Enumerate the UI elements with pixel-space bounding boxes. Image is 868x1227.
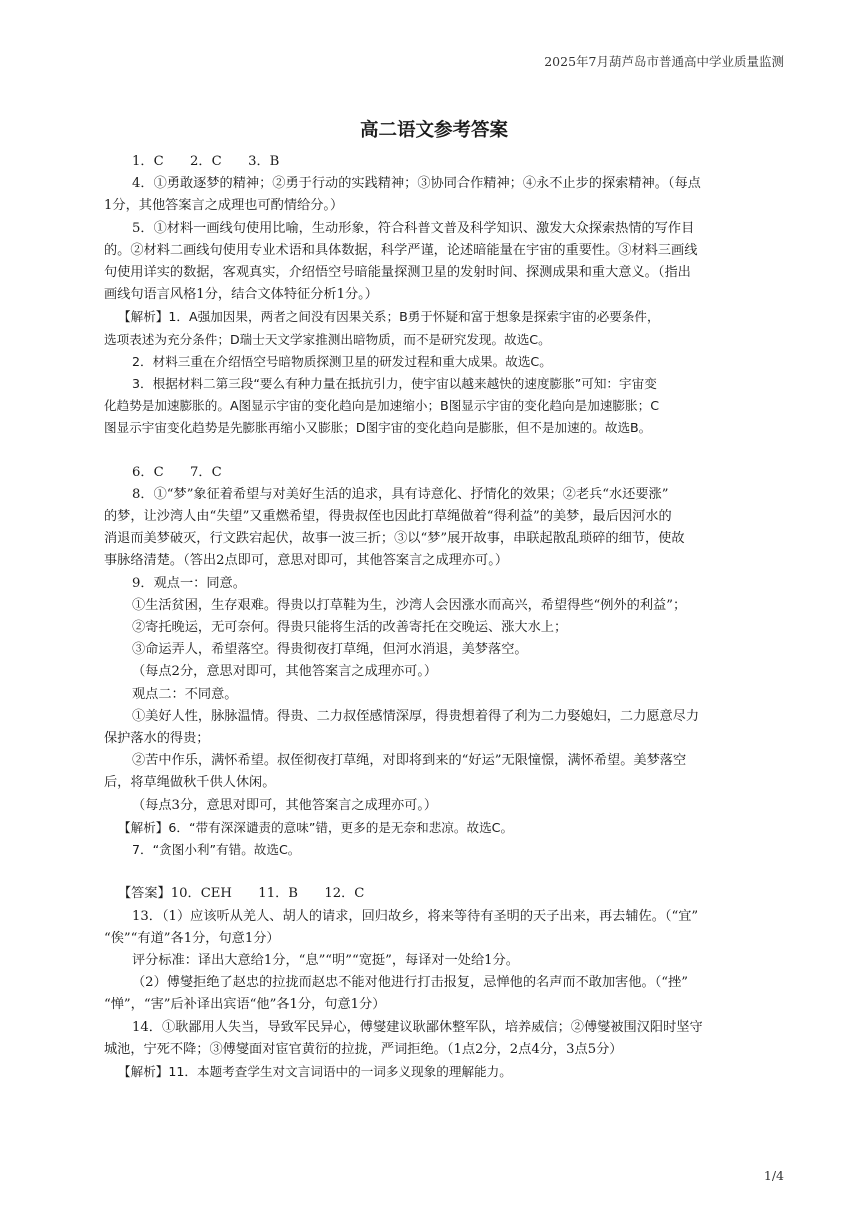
answer-line: 句使用详实的数据，客观真实，介绍悟空号暗能量探测卫星的发射时间、探测成果和重大意义。（指出 [104,265,691,281]
answer-line: 城池，宁死不降；③傅燮面对宦官黄衍的拉拢，严词拒绝。（1点2分，2点4分，3点5分） [104,1041,623,1057]
analysis-line: 选项表述为充分条件；D瑞士天文学家推测出暗物质，而不是研究发现。故选C。 [104,331,551,347]
blank-line [104,861,784,883]
answer-line: “惮”，“害”后补译出宾语“他”各1分，句意1分） [104,997,386,1013]
answer-line: 9．观点一：同意。 [132,575,246,591]
answer-line: 的梦，让沙湾人由“失望”又重燃希望，得贵叔侄也因此打草绳做着“得利益”的美梦，最后因河水的 [104,509,672,525]
analysis-line: 3．根据材料二第三段“要么有种力量在抵抗引力，使宇宙以越来越快的速度膨胀”可知：宇宙变 [132,376,657,392]
answer-line: 【答案】10．CEH 11．B 12．C [118,886,365,902]
analysis-line: 图显示宇宙变化趋势是先膨胀再缩小又膨胀；D图宇宙的变化趋向是膨胀，但不是加速的。故选B。 [104,420,652,436]
answer-line: 消退而美梦破灭，行文跌宕起伏，故事一波三折；③以“梦”展开故事，串联起散乱琐碎的细节，使故 [104,531,685,547]
answer-line: 后，将草绳做秋千供人休闲。 [104,775,276,791]
answer-line: 5．①材料一画线句使用比喻，生动形象，符合科普文普及科学知识、激发大众探索热情的写作目 [132,220,695,236]
answer-line: ②寄托晚运，无可奈何。得贵只能将生活的改善寄托在交晚运、涨大水上； [132,620,568,636]
answer-line: ③命运弄人，希望落空。得贵彻夜打草绳，但河水消退，美梦落空。 [132,642,528,658]
page-number: 1/4 [763,1168,784,1183]
analysis-line: 2．材料三重在介绍悟空号暗物质探测卫星的研发过程和重大成果。故选C。 [132,353,552,369]
answer-line: 1分，其他答案言之成理也可酌情给分。） [104,198,344,214]
answer-line: 评分标准：译出大意给1分，“息”“明”“宽挺”，每译对一处给1分。 [132,952,519,968]
answer-content [104,151,784,1083]
answer-line: 事脉络清楚。（答出2点即可，意思对即可，其他答案言之成理亦可。） [104,553,508,569]
analysis-line: 【解析】6．“带有深深谴责的意味”错，更多的是无奈和悲凉。故选C。 [118,819,514,835]
answer-line: 画线句语言风格1分，结合文体特征分析1分。） [104,287,378,303]
answer-line: （每点2分，意思对即可，其他答案言之成理亦可。） [132,664,438,680]
answer-line: ①生活贫困，生存艰难。得贵以打草鞋为生，沙湾人会因涨水而高兴，希望得些“例外的利益”； [132,597,687,613]
answer-line: 6．C 7．C [132,464,222,480]
blank-line [104,440,784,462]
answer-line: 8．①“梦”象征着希望与对美好生活的追求，具有诗意化、抒情化的效果；②老兵“水还要涨” [132,486,669,502]
analysis-line: 【解析】11．本题考查学生对文言词语中的一词多义现象的理解能力。 [118,1063,512,1079]
answer-line: （每点3分，意思对即可，其他答案言之成理亦可。） [132,797,438,813]
answer-line: 13．（1）应该听从羌人、胡人的请求，回归故乡，将来等待有圣明的天子出来，再去辅佐。（“宜” [132,908,699,924]
answer-line: 保护落水的得贵； [104,731,210,747]
answer-line: 观点二：不同意。 [132,686,238,702]
exam-header: 2025年7月葫芦岛市普通高中学业质量监测 [544,54,784,69]
page-title: 高二语文参考答案 [359,120,508,141]
analysis-line: 化趋势是加速膨胀的。A图显示宇宙的变化趋向是加速缩小；B图显示宇宙的变化趋向是加速膨胀；C [104,398,659,414]
analysis-line: 7．“贪图小利”有错。故选C。 [132,842,301,858]
answer-line: 4．①勇敢逐梦的精神；②勇于行动的实践精神；③协同合作精神；④永不止步的探索精神。（每点 [132,176,701,192]
answer-line: 14．①耿鄙用人失当，导致军民异心，傅燮建议耿鄙休整军队，培养威信；②傅燮被围汉阳时坚守 [132,1019,703,1035]
answer-line: “俟”“有道”各1分，句意1分） [104,930,280,946]
answer-line: 的。②材料二画线句使用专业术语和具体数据，科学严谨，论述暗能量在宇宙的重要性。③材料三画线 [104,242,698,258]
answer-line: ②苦中作乐，满怀希望。叔侄彻夜打草绳，对即将到来的“好运”无限憧憬，满怀希望。美梦落空 [132,753,687,769]
answer-line: ①美好人性，脉脉温情。得贵、二力叔侄感情深厚，得贵想着得了利为二力娶媳妇，二力愿意尽力 [132,708,700,724]
answer-line: 1．C 2．C 3．B [132,154,280,169]
answer-line: （2）傅燮拒绝了赵忠的拉拢而赵忠不能对他进行打击报复，忌惮他的名声而不敢加害他。（“挫” [132,975,688,991]
analysis-line: 【解析】1．A强加因果，两者之间没有因果关系；B勇于怀疑和富于想象是探索宇宙的必要条件， [118,309,660,325]
